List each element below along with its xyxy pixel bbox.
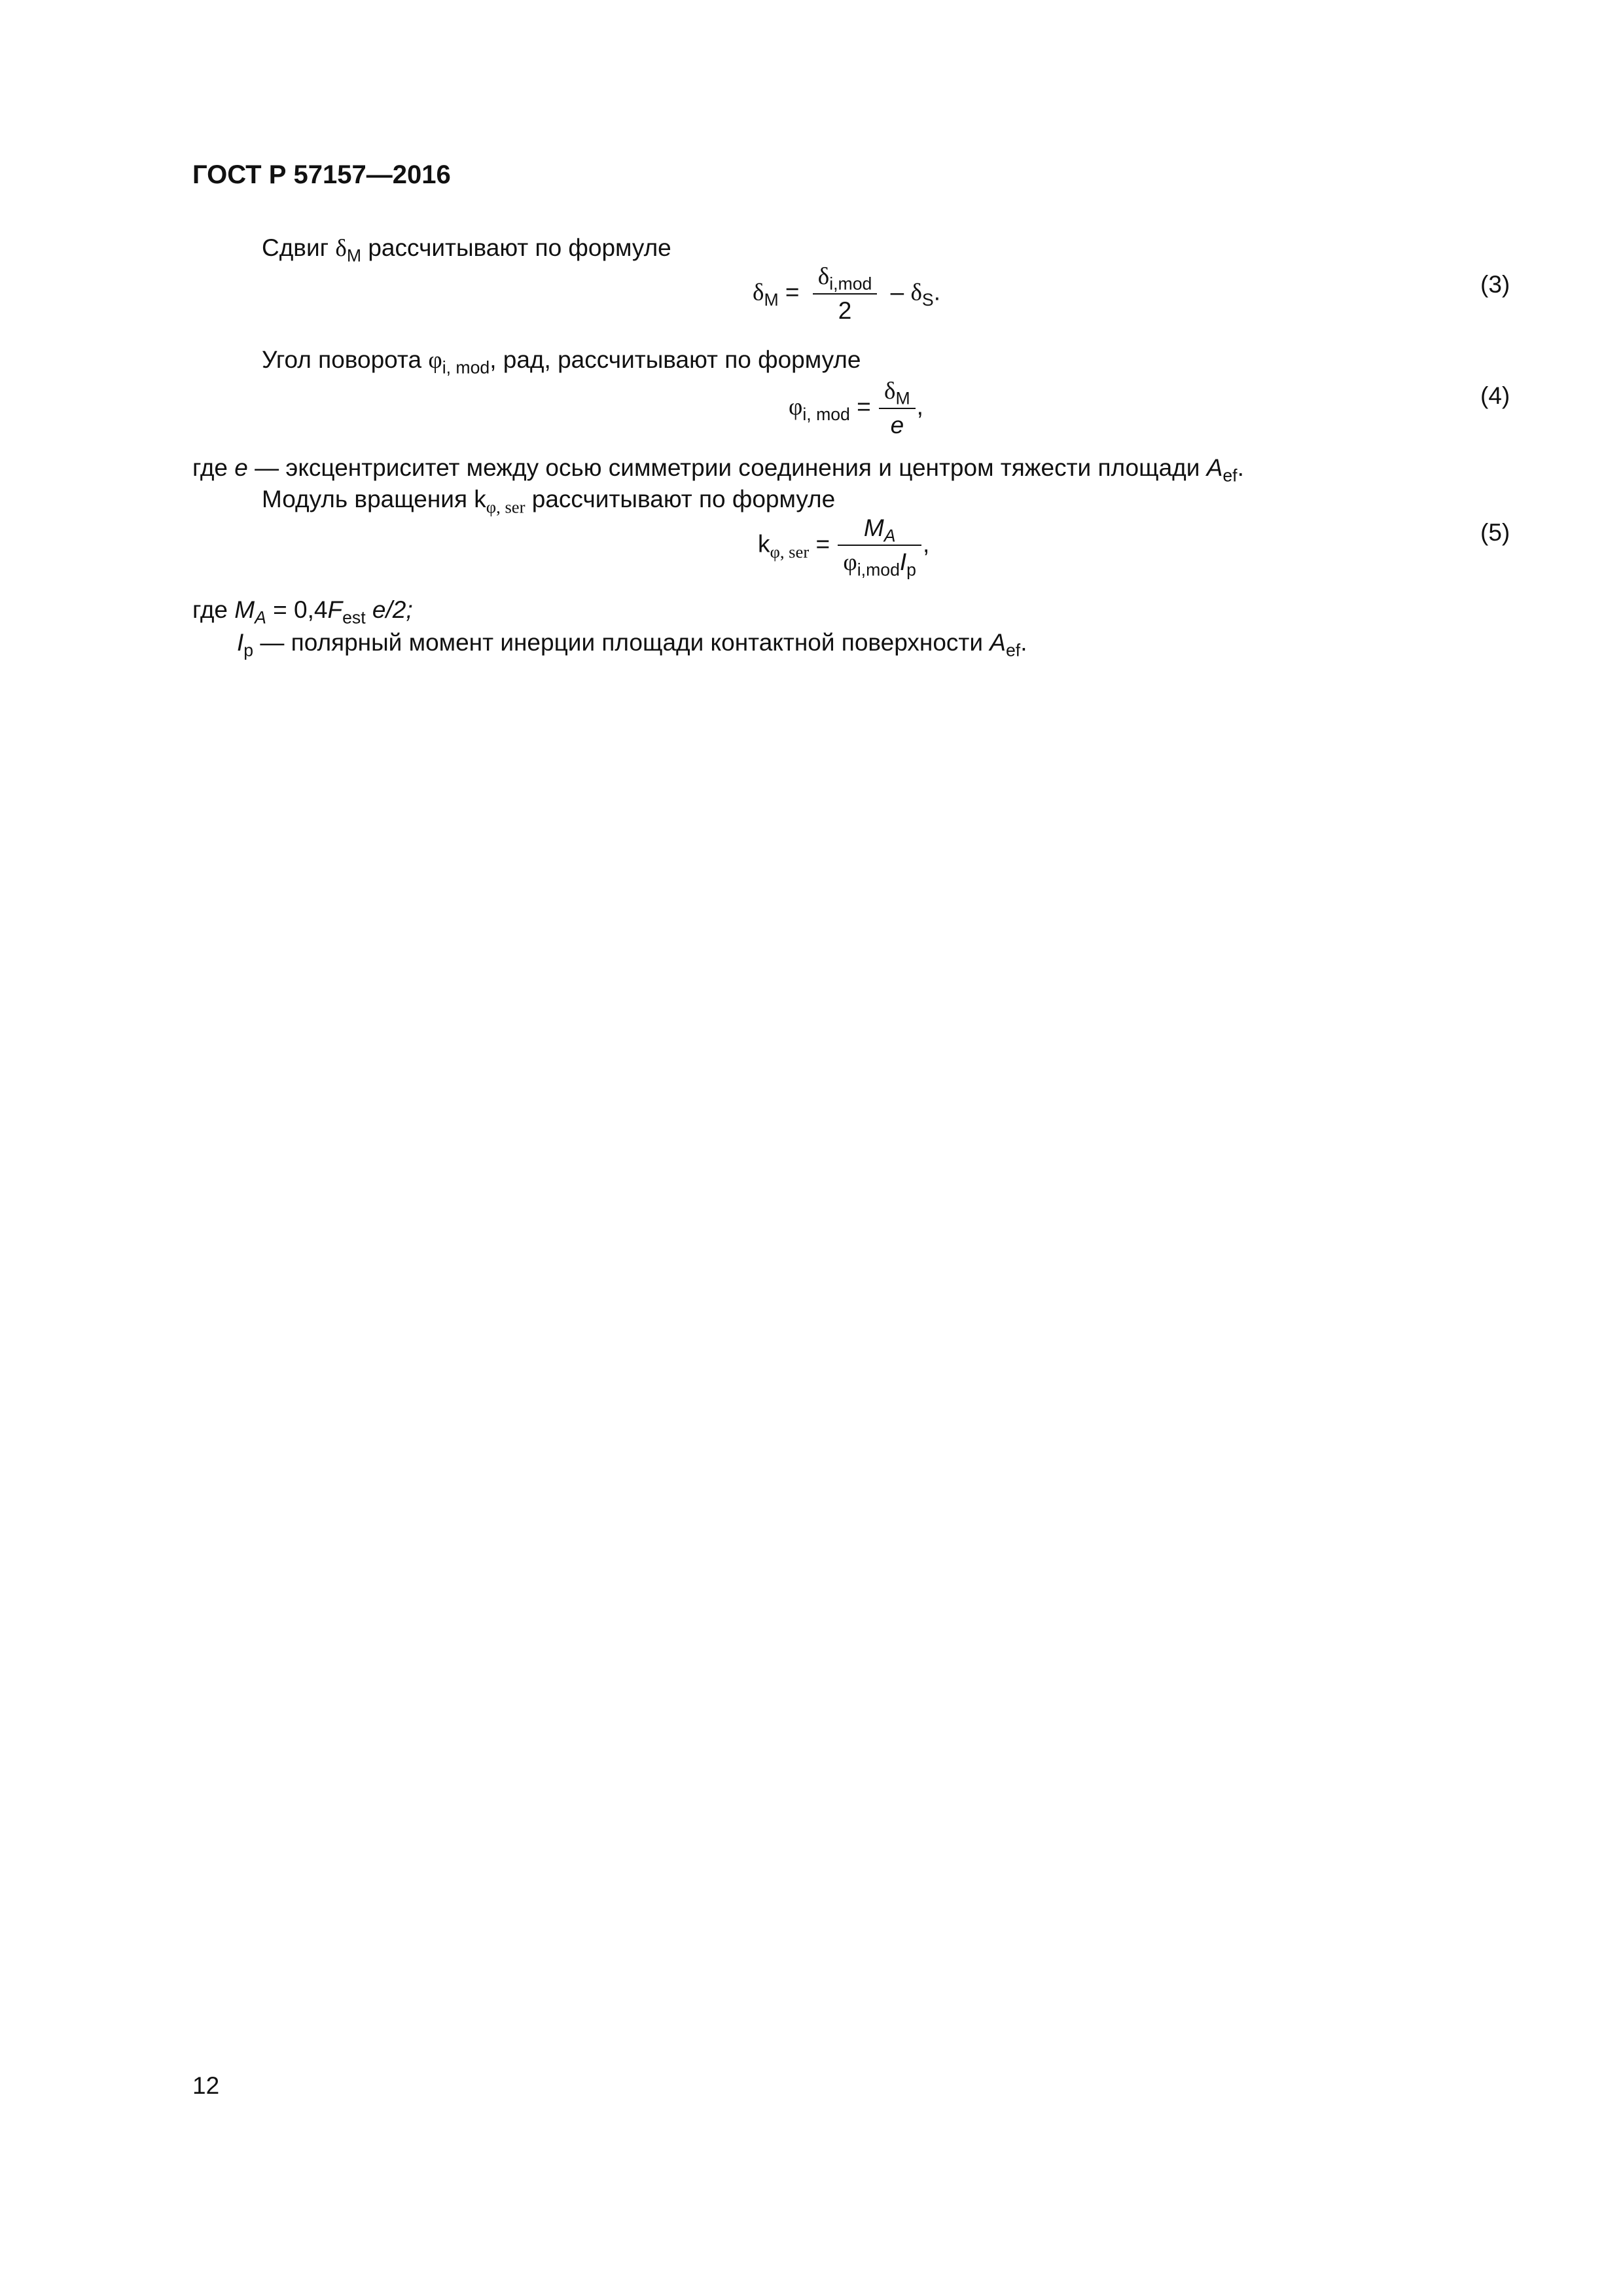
subscript: est	[342, 607, 366, 628]
fraction-denominator: 2	[838, 297, 852, 325]
where-word: где	[192, 596, 228, 623]
punctuation: .	[933, 278, 940, 306]
k-symbol: k	[474, 486, 486, 512]
phi-symbol: φ	[789, 393, 803, 421]
formula-4	[789, 376, 923, 440]
subscript: i,mod	[857, 560, 900, 580]
equation-number: (5)	[1480, 519, 1510, 546]
paragraph-shift	[262, 234, 671, 266]
formula-5	[758, 514, 929, 578]
equation-number: (4)	[1480, 382, 1510, 409]
equals-sign: =	[785, 278, 800, 306]
k-symbol: k	[758, 530, 770, 558]
definition-Ip	[237, 628, 1027, 660]
fraction	[879, 376, 916, 440]
paragraph-modulus	[262, 485, 836, 517]
subscript: S	[921, 290, 934, 310]
subscript: p	[906, 560, 916, 580]
punctuation: ,	[922, 530, 930, 558]
subscript: ef	[1222, 465, 1238, 486]
definition-e	[192, 454, 1244, 486]
fraction-denominator	[838, 546, 921, 580]
definition-text: e/2;	[372, 596, 413, 623]
formula-3	[753, 262, 940, 326]
subscript: M	[346, 245, 362, 266]
equals-sign: =	[815, 530, 830, 558]
variable-M: M	[863, 514, 884, 541]
delta-symbol: δ	[753, 279, 764, 306]
delta-symbol: δ	[335, 235, 347, 262]
paragraph-text: рассчитывают по формуле	[368, 234, 671, 261]
subscript: φ, ser	[486, 497, 526, 517]
fraction	[813, 262, 878, 326]
delta-symbol: δ	[817, 263, 830, 290]
variable-e: e	[234, 454, 248, 481]
subscript: ef	[1005, 640, 1021, 660]
fraction-numerator	[838, 514, 921, 546]
subscript: φ, ser	[770, 542, 810, 562]
where-word: где	[192, 454, 228, 481]
definition-text: — полярный момент инерции площади контактной поверхности	[260, 629, 984, 656]
equation-number: (3)	[1480, 271, 1510, 298]
subscript: p	[243, 640, 254, 660]
variable-I: I	[899, 548, 907, 576]
definition-text: — эксцентриситет между осью симметрии соединения и центром тяжести площади	[255, 454, 1200, 481]
delta-symbol: δ	[884, 378, 896, 404]
fraction-numerator	[813, 262, 878, 295]
phi-symbol: φ	[428, 347, 442, 374]
phi-symbol: φ	[843, 549, 857, 577]
variable-A: A	[990, 629, 1006, 656]
subscript: M	[895, 388, 910, 408]
delta-symbol: δ	[910, 279, 922, 306]
subscript: i, mod	[442, 357, 490, 378]
minus-sign: –	[890, 278, 904, 306]
subscript: A	[255, 607, 266, 628]
subscript: i, mod	[802, 404, 850, 425]
paragraph-text: Сдвиг	[262, 234, 329, 261]
punctuation: .	[1020, 629, 1027, 656]
document-header: ГОСТ Р 57157—2016	[192, 160, 451, 189]
punctuation: ,	[916, 393, 923, 420]
paragraph-text: , рад, рассчитывают по формуле	[490, 346, 861, 373]
variable-I: I	[237, 629, 244, 656]
fraction-numerator	[879, 376, 916, 409]
paragraph-text: рассчитывают по формуле	[531, 486, 836, 512]
page-number: 12	[192, 2072, 220, 2099]
paragraph-text: Угол поворота	[262, 346, 422, 373]
subscript: M	[764, 290, 779, 310]
variable-A: A	[1206, 454, 1223, 481]
subscript: A	[883, 526, 896, 546]
variable-M: M	[234, 596, 255, 623]
fraction	[838, 514, 921, 578]
definition-MA	[192, 596, 413, 628]
definition-text: = 0,4	[273, 596, 328, 623]
paragraph-rotation	[262, 346, 861, 378]
subscript: i,mod	[829, 274, 872, 294]
fraction-denominator: e	[890, 412, 904, 439]
variable-F: F	[327, 596, 343, 623]
equals-sign: =	[857, 393, 871, 420]
paragraph-text: Модуль вращения	[262, 486, 467, 512]
punctuation: .	[1237, 454, 1244, 481]
